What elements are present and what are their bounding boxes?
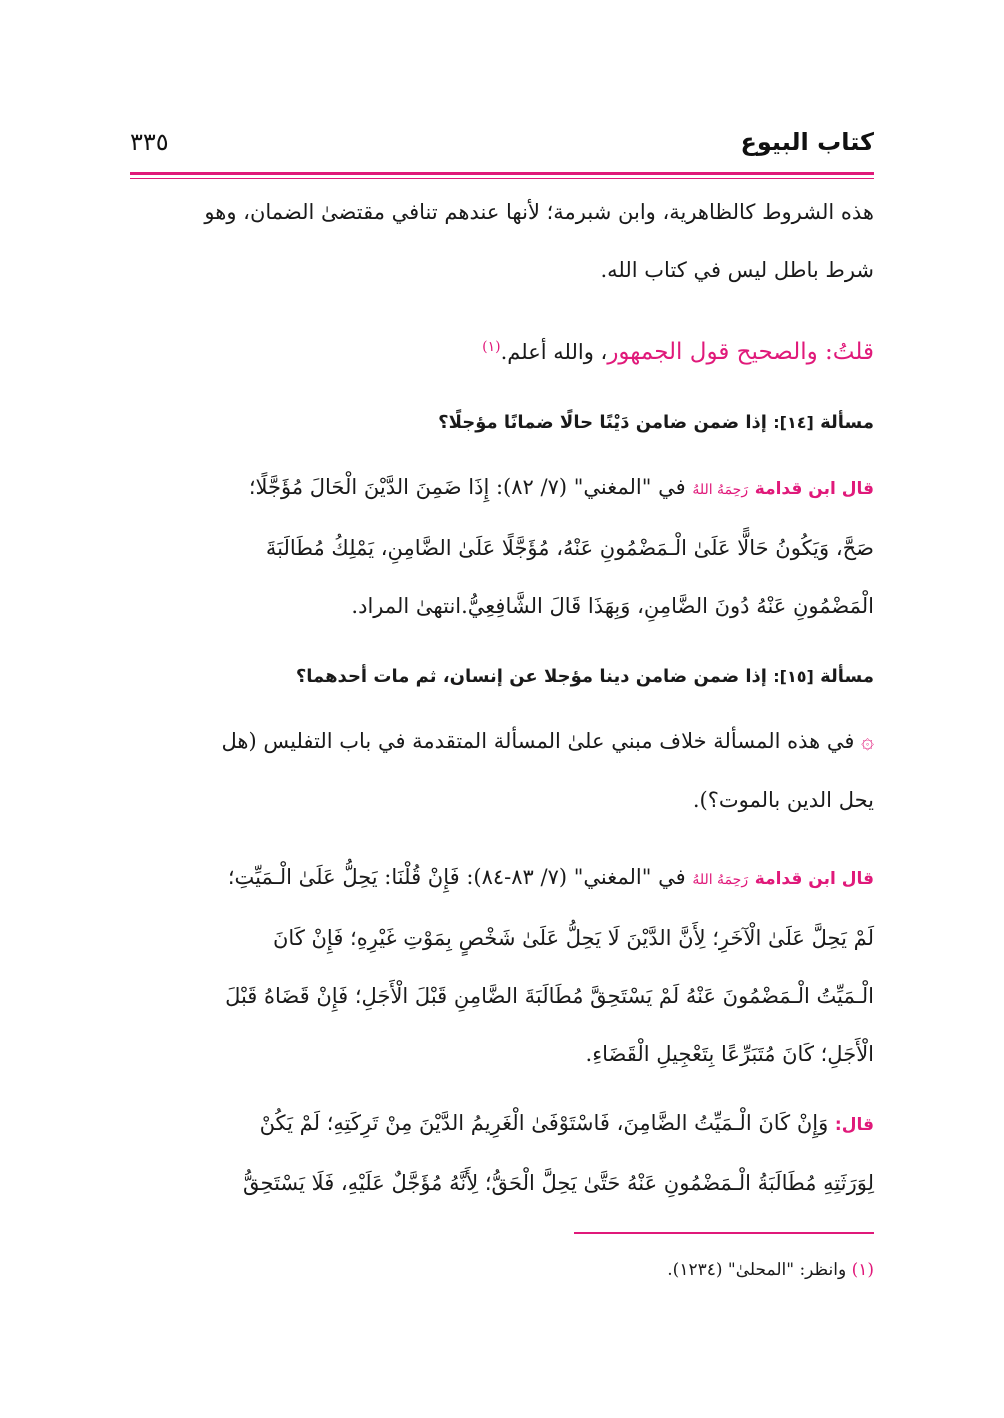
speaker-label: قال:: [834, 1115, 874, 1135]
paragraph-ibn-qudama-2-line-1: [130, 848, 874, 909]
header-rule-thick: [130, 172, 874, 175]
footnote: [130, 1255, 874, 1285]
page-number: ٣٣٥: [130, 128, 169, 156]
question-14-heading: [130, 408, 874, 438]
question-15-heading: [130, 662, 874, 692]
paragraph-ibn-qudama-1-line-1: [130, 458, 874, 519]
paragraph-1-line-2: شرط باطل ليس في كتاب الله.: [600, 258, 874, 282]
speaker-label: قال ابن قدامة: [754, 869, 874, 889]
honorific: رَحِمَهُ اللهُ: [692, 872, 749, 888]
paragraph-ibn-qudama-2-line-4: الْأَجَلِ؛ كَانَ مُتَبَرِّعًا بِتَعْجِيلِ الْقَضَاءِ.: [585, 1042, 874, 1066]
speaker-label: قال ابن قدامة: [754, 479, 874, 499]
paragraph-qal-text: وَإِنْ كَانَ الْـمَيِّتُ الضَّامِنَ، فَاسْتَوْفَىٰ الْغَرِيمُ الدَّيْنَ مِنْ تَرِكَتِهِ؛ لَمْ يَكُنْ: [259, 1111, 829, 1135]
paragraph-ibn-qudama-2: [130, 848, 874, 1083]
paragraph-1-line-1: هذه الشروط كالظاهرية، وابن شبرمة؛ لأنها عندهم تنافي مقتضىٰ الضمان، وهو: [204, 200, 874, 224]
paragraph-1: [130, 183, 874, 299]
paragraph-ibn-qudama-1-line-2: صَحَّ، وَيَكُونُ حَالًّا عَلَىٰ الْـمَضْمُونِ عَنْهُ، مُؤَجَّلًا عَلَىٰ الضَّامِنِ، يَمْلِكُ مُطَالَبَةَ: [265, 536, 874, 560]
paragraph-answer-15-text: في هذه المسألة خلاف مبني علىٰ المسألة المتقدمة في باب التفليس (هل: [221, 729, 855, 753]
book-title: كتاب البيوع: [740, 128, 874, 156]
paragraph-ibn-qudama-2-line-2: لَمْ يَحِلَّ عَلَىٰ الْآخَرِ؛ لِأَنَّ الدَّيْنَ لَا يَحِلُّ عَلَىٰ شَخْصٍ بِمَوْتِ غَيْرِهِ؛ فَإِنْ كَانَ: [273, 926, 874, 950]
paragraph-qal-line-2: لِوَرَثَتِهِ مُطَالَبَةُ الْـمَضْمُونِ عَنْهُ حَتَّىٰ يَحِلَّ الْحَقُّ؛ لِأَنَّهُ مُؤَجَّلٌ عَلَيْهِ، فَلَا يَسْتَحِقُّ: [243, 1171, 874, 1195]
running-header: [130, 128, 874, 168]
paragraph-ibn-qudama-1-line-3: الْمَضْمُونِ عَنْهُ دُونَ الضَّامِنِ، وَبِهَذَا قَالَ الشَّافِعِيُّ.انتهىٰ المراد.: [351, 594, 874, 618]
question-text: إذا ضمن ضامن دينا مؤجلا عن إنسان، ثم مات أحدهما؟: [295, 666, 767, 687]
question-number: [١٥]:: [773, 667, 814, 686]
paragraph-answer-15-line-1: [130, 712, 874, 771]
paragraph-ibn-qudama-1: [130, 458, 874, 635]
qult-tail: ، والله أعلم.: [500, 340, 608, 364]
footnote-rule: [574, 1232, 874, 1234]
question-text: إذا ضمن ضامن دَيْنًا حالًا ضمانًا مؤجلًا؟: [438, 412, 767, 433]
paragraph-ibn-qudama-2-text: في "المغني" (٧/ ٨٣-٨٤): فَإِنْ قُلْنَا: يَحِلُّ عَلَىٰ الْـمَيِّتِ؛: [227, 865, 686, 889]
question-label: مسألة: [820, 412, 874, 433]
footnote-marker: (١): [851, 1260, 874, 1280]
question-label: مسألة: [820, 666, 874, 687]
honorific: رَحِمَهُ اللهُ: [692, 482, 749, 498]
question-number: [١٤]:: [773, 413, 814, 432]
paragraph-qal: [130, 1094, 874, 1212]
paragraph-ibn-qudama-2-line-3: الْـمَيِّتُ الْـمَضْمُونَ عَنْهُ لَمْ يَسْتَحِقَّ مُطَالَبَةَ الضَّامِنِ قَبْلَ الْأَجَلِ؛ فَإِنْ قَضَاهُ قَبْلَ: [225, 984, 874, 1008]
flower-ornament-icon: ۞: [861, 729, 874, 754]
footnote-text: وانظر: "المحلىٰ" (١٢٣٤).: [667, 1260, 847, 1280]
paragraph-answer-15-line-2: يحل الدين بالموت؟).: [692, 788, 874, 812]
paragraph-ibn-qudama-1-text: في "المغني" (٧/ ٨٢): إِذَا ضَمِنَ الدَّيْنَ الْحَالَ مُؤَجَّلًا؛: [248, 475, 686, 499]
qult-lead: قلتُ: والصحيح قول الجمهور: [607, 339, 874, 365]
paragraph-qal-line-1: [130, 1094, 874, 1154]
paragraph-answer-15: [130, 712, 874, 829]
header-rule-thin: [130, 178, 874, 179]
footnote-ref[interactable]: (١): [482, 339, 501, 355]
paragraph-qult: [130, 318, 874, 381]
